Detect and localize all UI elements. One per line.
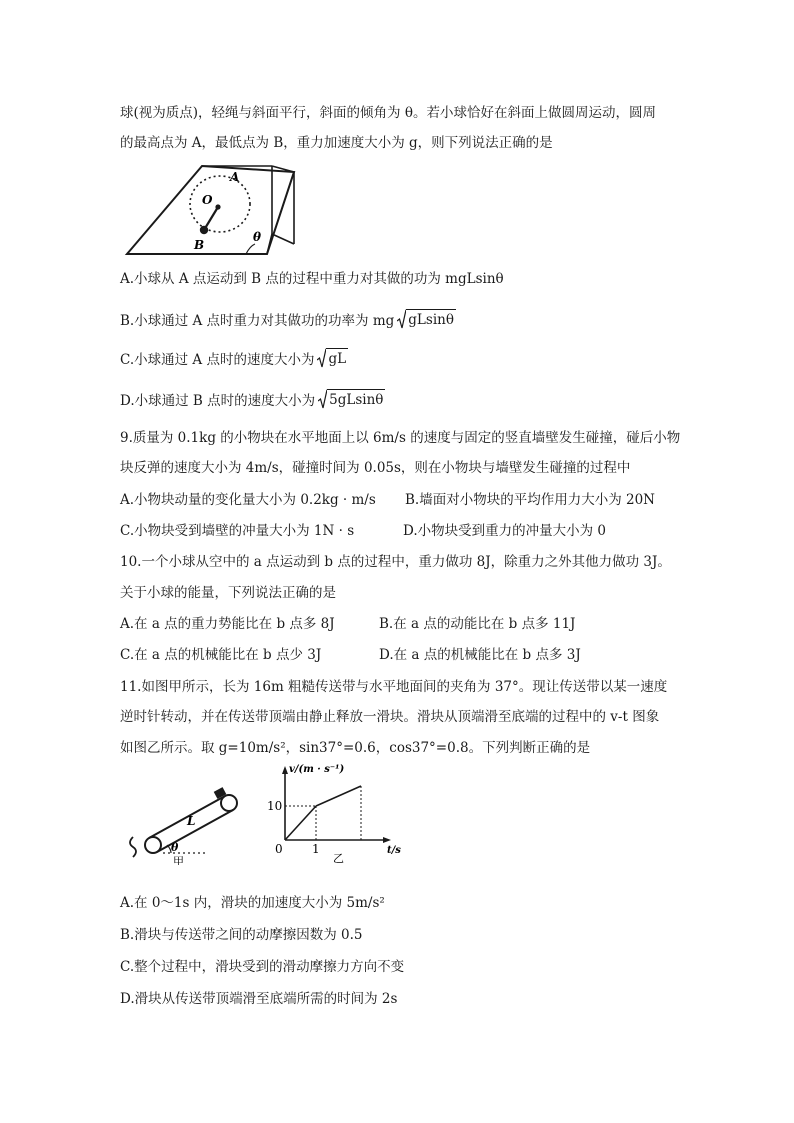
q9-option-b: B.墙面对小物块的平均作用力大小为 20N <box>405 492 655 508</box>
q8-option-b-text: B.小球通过 A 点时重力对其做功的功率为 mg <box>120 313 395 329</box>
q10-option-b: B.在 a 点的动能比在 b 点多 11J <box>379 616 576 632</box>
q8-option-d <box>120 389 385 410</box>
y-axis-label: v/(m · s⁻¹) <box>289 764 345 775</box>
label-theta: θ <box>253 230 262 244</box>
label-theta2: θ <box>171 841 179 854</box>
caption-jia: 甲 <box>173 855 184 865</box>
origin-label: 0 <box>275 842 283 856</box>
y-tick-10: 10 <box>267 799 283 813</box>
q8-option-c-text: C.小球通过 A 点时的速度大小为 <box>120 352 315 368</box>
caption-yi: 乙 <box>333 852 344 865</box>
q10-stem-line2: 关于小球的能量，下列说法正确的是 <box>120 585 336 601</box>
q8-option-a: A.小球从 A 点运动到 B 点的过程中重力对其做的功为 mgLsinθ <box>120 271 504 287</box>
q9-option-a: A.小物块动量的变化量大小为 0.2kg · m/s <box>120 492 376 508</box>
label-o: O <box>202 193 213 207</box>
q8-option-d-text: D.小球通过 B 点时的速度大小为 <box>120 393 316 409</box>
incline-circle-figure <box>122 160 297 260</box>
q11-stem-line2: 逆时针转动，并在传送带顶端由静止释放一滑块。滑块从顶端滑至底端的过程中的 v-t 图象 <box>120 709 660 725</box>
q11-stem-line1: 11.如图甲所示，长为 16m 粗糙传送带与水平地面间的夹角为 37°。现让传送带以某一速度 <box>120 679 668 695</box>
q10-option-a: A.在 a 点的重力势能比在 b 点多 8J <box>120 616 335 632</box>
q10-stem-line1: 10.一个小球从空中的 a 点运动到 b 点的过程中，重力做功 8J，除重力之外其他力做功 3J。 <box>120 554 671 570</box>
q8-option-d-radicand: 5gLsinθ <box>327 389 385 409</box>
label-b: B <box>194 238 205 252</box>
q8-stem-line1: 球(视为质点)，轻绳与斜面平行，斜面的倾角为 θ。若小球恰好在斜面上做圆周运动，圆周 <box>120 105 656 121</box>
sqrt-symbol <box>317 348 348 368</box>
q9-stem-line1: 9.质量为 0.1kg 的小物块在水平地面上以 6m/s 的速度与固定的竖直墙壁发生碰撞，碰后小物 <box>120 430 681 446</box>
vt-graph-figure <box>265 760 410 865</box>
x-tick-1: 1 <box>312 842 320 856</box>
q10-option-c: C.在 a 点的机械能比在 b 点少 3J <box>120 647 322 663</box>
x-axis-label: t/s <box>387 845 401 856</box>
q8-option-c-radicand: gL <box>326 348 348 368</box>
sqrt-symbol <box>318 389 385 409</box>
q8-option-b-radicand: gLsinθ <box>406 309 456 329</box>
q9-option-d: D.小物块受到重力的冲量大小为 0 <box>403 523 607 539</box>
q9-stem-line2: 块反弹的速度大小为 4m/s，碰撞时间为 0.05s，则在小物块与墙壁发生碰撞的过程中 <box>120 460 631 476</box>
label-a: A <box>230 170 240 184</box>
q11-option-a: A.在 0～1s 内，滑块的加速度大小为 5m/s² <box>120 895 385 911</box>
q11-stem-line3: 如图乙所示。取 g=10m/s²，sin37°=0.6，cos37°=0.8。下列判断正确的是 <box>120 740 591 756</box>
label-l: L <box>187 814 196 828</box>
q11-option-d: D.滑块从传送带顶端滑至底端所需的时间为 2s <box>120 991 398 1007</box>
sqrt-symbol <box>397 309 456 329</box>
q10-option-d: D.在 a 点的机械能比在 b 点多 3J <box>379 647 581 663</box>
q8-option-b <box>120 309 456 330</box>
conveyor-figure <box>125 785 245 865</box>
q11-option-b: B.滑块与传送带之间的动摩擦因数为 0.5 <box>120 927 363 943</box>
q9-option-c: C.小物块受到墙壁的冲量大小为 1N · s <box>120 523 355 539</box>
q11-option-c: C.整个过程中，滑块受到的滑动摩擦力方向不变 <box>120 959 405 975</box>
q8-stem-line2: 的最高点为 A，最低点为 B，重力加速度大小为 g，则下列说法正确的是 <box>120 135 553 151</box>
q8-option-c <box>120 348 348 369</box>
